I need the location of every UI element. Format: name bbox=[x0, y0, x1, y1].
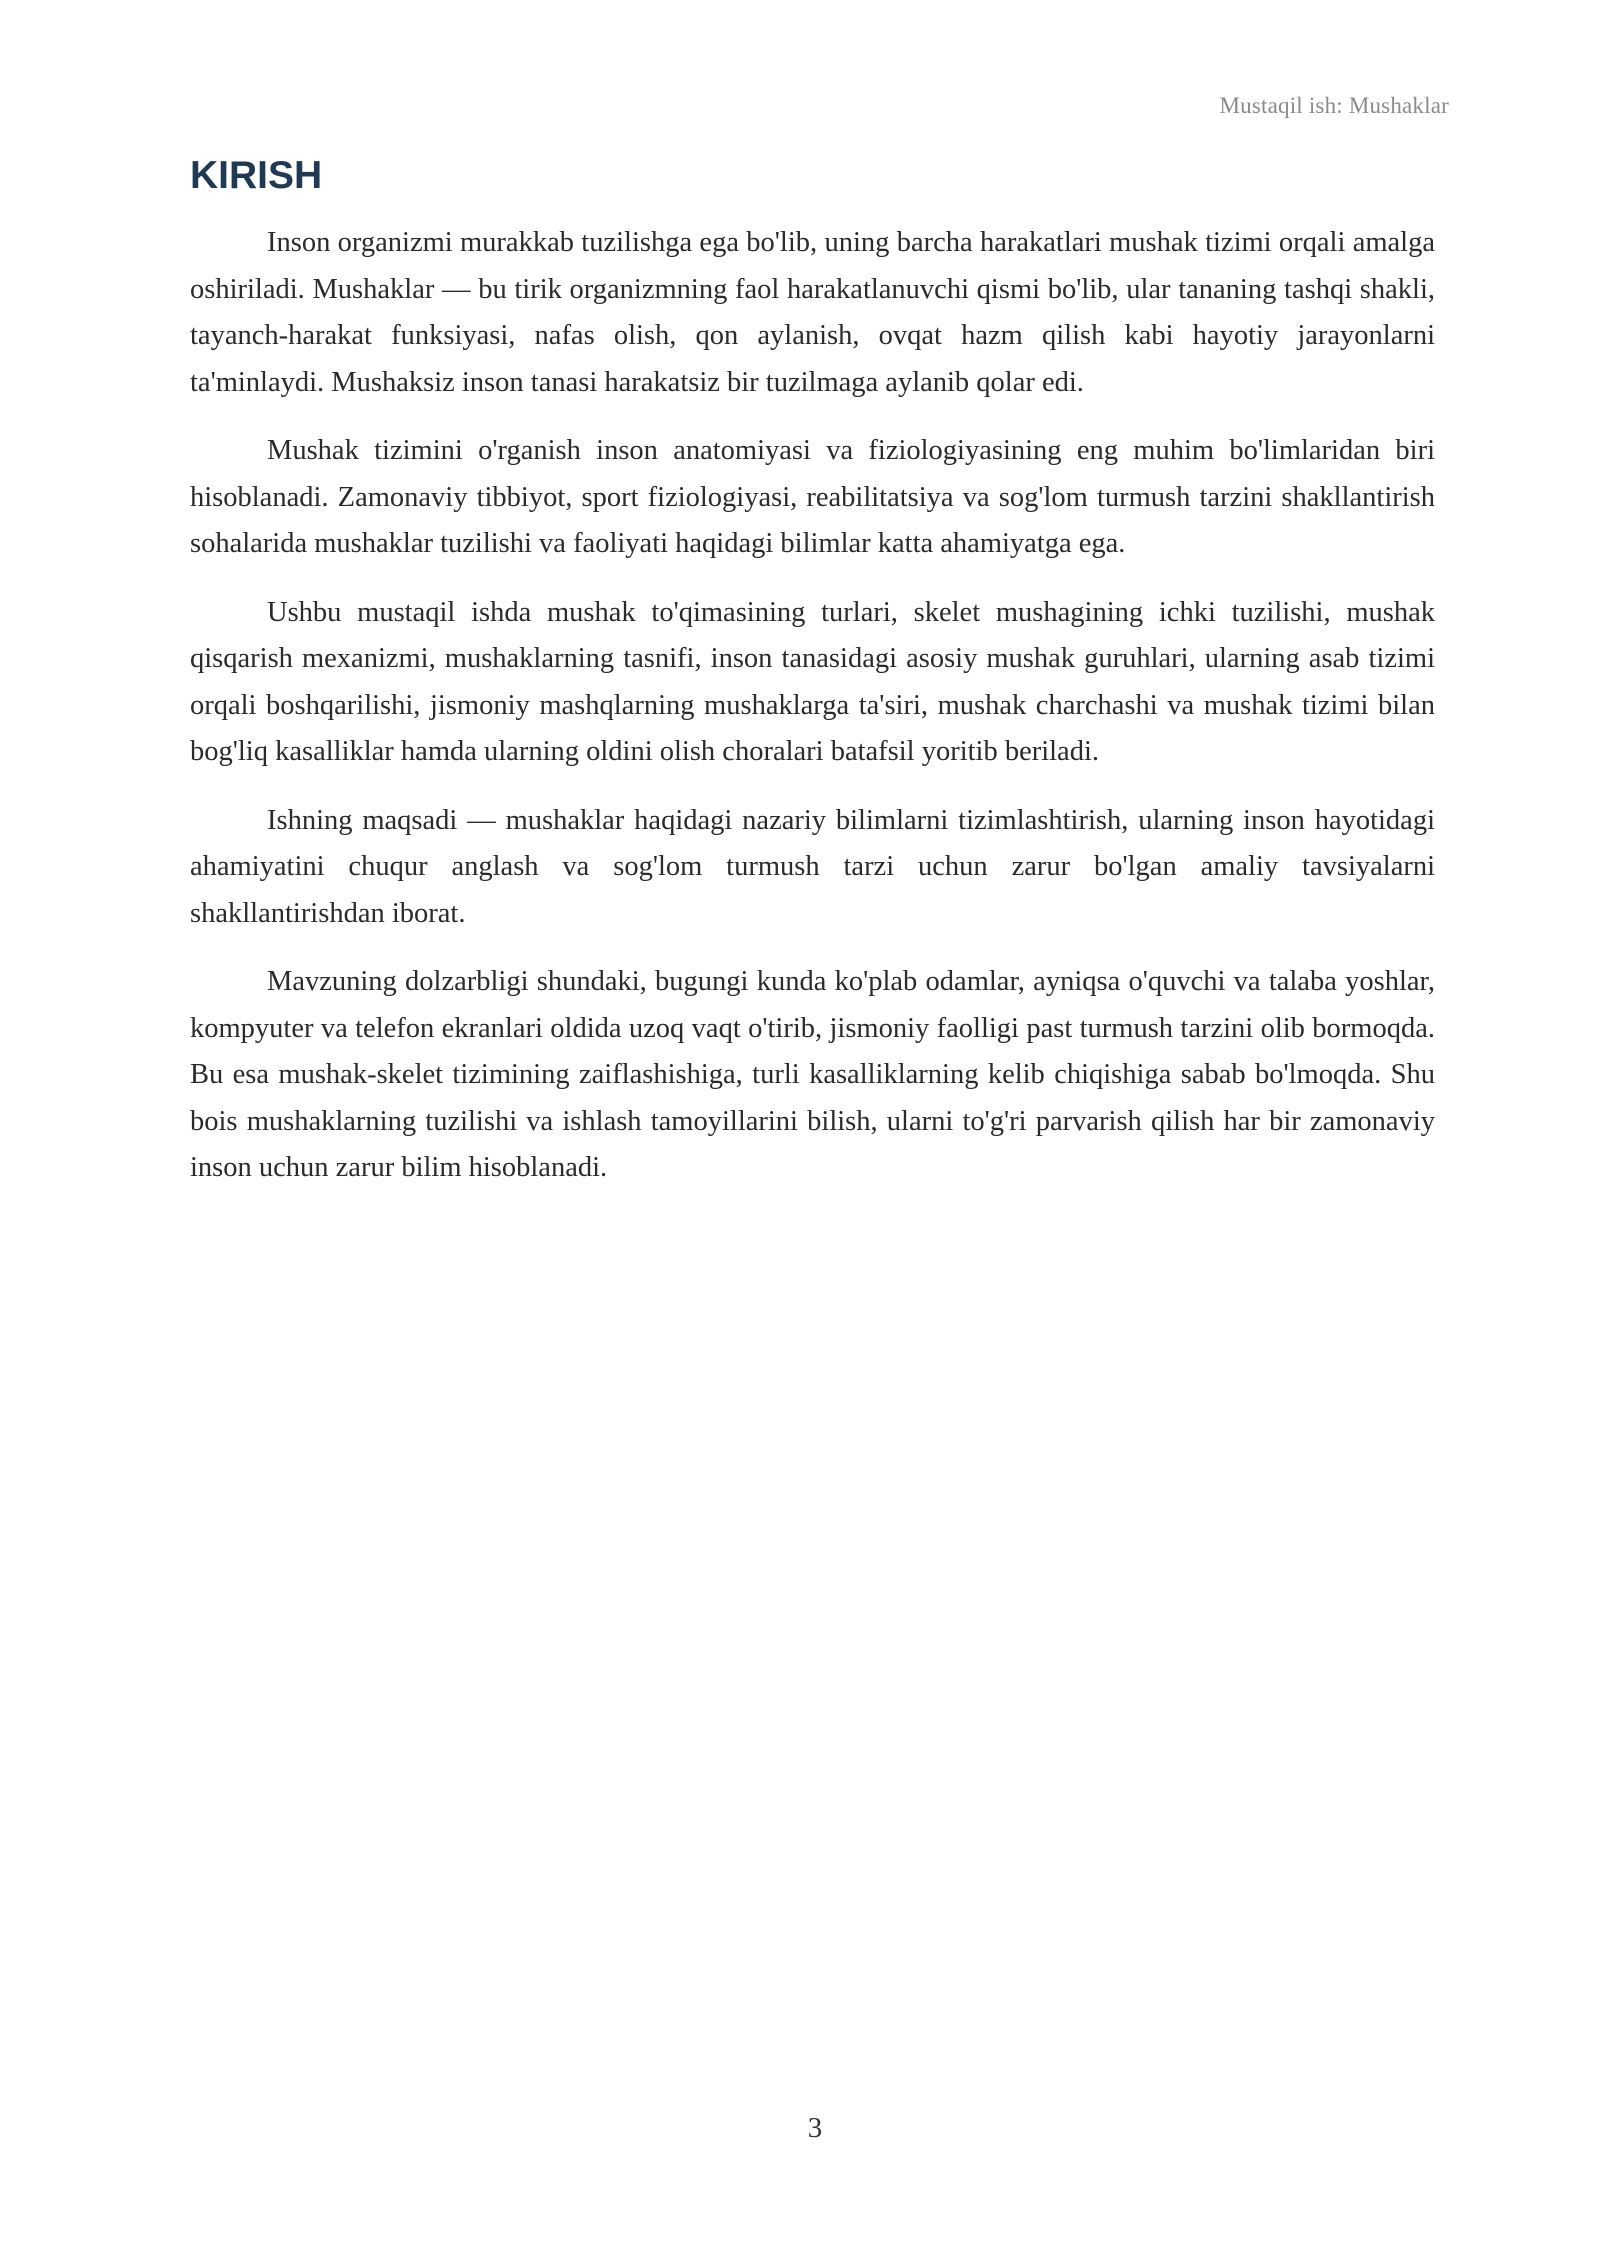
section-title: KIRISH bbox=[190, 154, 323, 197]
paragraph-5: Mavzuning dolzarbligi shundaki, bugungi kunda ko'plab odamlar, ayniqsa o'quvchi va talaba yoshlar, kompyuter va telefon ekranlari oldida uzoq vaqt o'tirib, jismoniy faolligi past turmush tarzini olib bormoqda. Bu esa mushak-skelet tizimining zaiflashishiga, turli kasalliklarning kelib chiqishiga sabab bo'lmoqda. Shu bois mushaklarning tuzilishi va ishlash tamoyillarini bilish, ularni to'g'ri parvarish qilish har bir zamonaviy inson uchun zarur bilim hisoblanadi. bbox=[190, 966, 1435, 1183]
paragraph-2: Mushak tizimini o'rganish inson anatomiyasi va fiziologiyasining eng muhim bo'limlaridan biri hisoblanadi. Zamonaviy tibbiyot, sport fiziologiyasi, reabilitatsiya va sog'lom turmush tarzini shakllantirish sohalarida mushaklar tuzilishi va faoliyati haqidagi bilimlar katta ahamiyatga ega. bbox=[190, 435, 1435, 559]
paragraph-3: Ushbu mustaqil ishda mushak to'qimasining turlari, skelet mushagining ichki tuzilishi, mushak qisqarish mexanizmi, mushaklarning tasnifi, inson tanasidagi asosiy mushak guruhlari, ularning asab tizimi orqali boshqarilishi, jismoniy mashqlarning mushaklarga ta'siri, mushak charchashi va mushak tizimi bilan bog'liq kasalliklar hamda ularning oldini olish choralari batafsil yoritib beriladi. bbox=[190, 596, 1435, 767]
running-header: Mustaqil ish: Mushaklar bbox=[1219, 93, 1449, 118]
page-number: 3 bbox=[807, 2112, 823, 2144]
paragraph-4: Ishning maqsadi — mushaklar haqidagi nazariy bilimlarni tizimlashtirish, ularning inson hayotidagi ahamiyatini chuqur anglash va sog'lom turmush tarzi uchun zarur bo'lgan amaliy tavsiyalarni shakllantirishdan iborat. bbox=[190, 804, 1435, 929]
paragraph-1: Inson organizmi murakkab tuzilishga ega bo'lib, uning barcha harakatlari mushak tizimi orqali amalga oshiriladi. Mushaklar — bu tirik organizmning faol harakatlanuvchi qismi bo'lib, ular tananing tashqi shakli, tayanch-harakat funksiyasi, nafas olish, qon aylanish, ovqat hazm qilish kabi hayotiy jarayonlarni ta'minlaydi. Mushaksiz inson tanasi harakatsiz bir tuzilmaga aylanib qolar edi. bbox=[190, 227, 1435, 398]
page-content bbox=[190, 150, 1435, 1214]
